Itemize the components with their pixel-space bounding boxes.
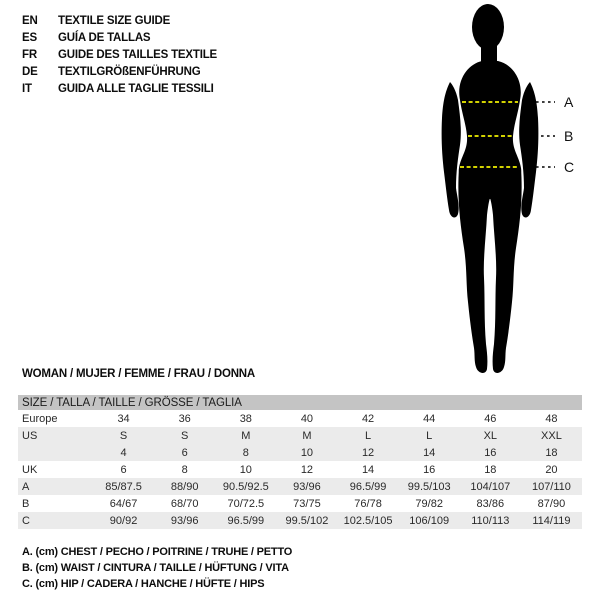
table-cell: 8: [181, 463, 188, 476]
marker-letter-a: A: [564, 94, 574, 110]
table-cell: XL: [483, 429, 498, 442]
legend-line: B. (cm) WAIST / CINTURA / TAILLE / HÜFTUNG / VITA: [22, 562, 289, 575]
language-label: GUÍA DE TALLAS: [58, 32, 151, 44]
table-cell: 14: [361, 463, 375, 476]
table-cell: M: [241, 429, 251, 442]
table-cell: 48: [545, 412, 558, 425]
table-cell: 42: [361, 412, 375, 425]
table-cell: 12: [361, 446, 375, 459]
language-item: [22, 30, 217, 47]
table-cell: 73/75: [293, 497, 321, 510]
row-label: Europe: [22, 412, 58, 425]
table-row: [18, 427, 582, 444]
table-cell: 87/90: [537, 497, 566, 510]
table-cell: 38: [239, 412, 252, 425]
row-label: C: [22, 514, 30, 527]
row-label: US: [22, 429, 38, 442]
table-cell: 20: [545, 463, 558, 476]
size-table-header-row: [18, 395, 582, 410]
table-cell: 106/109: [409, 514, 450, 527]
language-code: ES: [22, 32, 37, 44]
table-cell: 40: [300, 412, 314, 425]
language-code: EN: [22, 15, 38, 27]
table-cell: 90.5/92.5: [222, 480, 269, 493]
marker-letter-b: B: [564, 128, 574, 144]
table-cell: 16: [484, 446, 497, 459]
language-code: FR: [22, 49, 37, 61]
table-cell: 114/119: [532, 514, 571, 527]
language-list: [22, 13, 217, 98]
table-cell: M: [302, 429, 312, 442]
table-cell: 18: [545, 446, 558, 459]
woman-silhouette-figure: [390, 0, 580, 380]
table-cell: 93/96: [293, 480, 321, 493]
table-cell: 18: [484, 463, 497, 476]
size-table: [18, 395, 582, 529]
table-cell: 46: [484, 412, 497, 425]
row-label: B: [22, 497, 30, 510]
table-cell: 96.5/99: [349, 480, 387, 493]
table-cell: S: [119, 429, 128, 442]
table-cell: 6: [120, 463, 127, 476]
table-cell: L: [365, 429, 372, 442]
table-cell: 44: [423, 412, 436, 425]
language-code: DE: [22, 66, 38, 78]
table-cell: 107/110: [531, 480, 571, 493]
table-cell: 96.5/99: [227, 514, 265, 527]
table-cell: S: [181, 429, 189, 442]
legend: [22, 544, 292, 593]
language-label: TEXTILE SIZE GUIDE: [58, 15, 171, 27]
table-row: [18, 410, 582, 427]
woman-silhouette: [442, 4, 539, 373]
table-cell: 34: [117, 412, 130, 425]
size-table-body: [18, 395, 582, 529]
table-row: [18, 512, 582, 529]
row-label: A: [22, 480, 30, 493]
row-label: UK: [22, 463, 38, 476]
table-cell: 110/113: [471, 514, 510, 527]
table-row: [18, 444, 582, 461]
table-cell: 6: [181, 446, 188, 459]
table-cell: 99.5/102: [285, 514, 329, 527]
language-item: [22, 13, 217, 30]
table-cell: 68/70: [170, 497, 199, 510]
table-cell: 8: [242, 446, 249, 459]
table-cell: 104/107: [470, 480, 511, 493]
table-cell: 99.5/103: [407, 480, 451, 493]
table-cell: 70/72.5: [227, 497, 265, 510]
marker-letter-c: C: [564, 159, 575, 175]
table-cell: 12: [300, 463, 314, 476]
table-cell: 79/82: [415, 497, 443, 510]
section-title: WOMAN / MUJER / FEMME / FRAU / DONNA: [22, 368, 256, 380]
table-cell: L: [426, 429, 433, 442]
language-code: IT: [22, 83, 32, 95]
table-cell: 14: [423, 446, 436, 459]
language-item: [22, 47, 217, 64]
table-cell: 88/90: [170, 480, 199, 493]
table-cell: 10: [300, 446, 314, 459]
table-cell: 85/87.5: [105, 480, 142, 493]
table-cell: 83/86: [476, 497, 505, 510]
size-table-header: SIZE / TALLA / TAILLE / GRÖSSE / TAGLIA: [18, 395, 582, 410]
table-row: [18, 478, 582, 495]
language-item: [22, 64, 217, 81]
table-cell: 102.5/105: [343, 514, 393, 527]
language-label: TEXTILGRÖßENFÜHRUNG: [58, 66, 201, 78]
language-label: GUIDA ALLE TAGLIE TESSILI: [58, 83, 214, 95]
table-cell: 16: [423, 463, 436, 476]
language-item: [22, 81, 217, 98]
table-cell: 76/78: [354, 497, 382, 510]
language-label: GUIDE DES TAILLES TEXTILE: [58, 49, 217, 61]
table-cell: 36: [178, 412, 191, 425]
legend-line: A. (cm) CHEST / PECHO / POITRINE / TRUHE / PETTO: [22, 546, 293, 558]
table-cell: 4: [120, 446, 127, 459]
table-cell: XXL: [541, 429, 562, 442]
row-label: [18, 444, 93, 461]
table-row: [18, 461, 582, 478]
table-cell: 90/92: [109, 514, 138, 527]
table-cell: 10: [239, 463, 252, 476]
table-cell: 93/96: [170, 514, 199, 527]
table-cell: 64/67: [109, 497, 138, 510]
legend-line: C. (cm) HIP / CADERA / HANCHE / HÜFTE / HIPS: [22, 578, 265, 591]
table-row: [18, 495, 582, 512]
